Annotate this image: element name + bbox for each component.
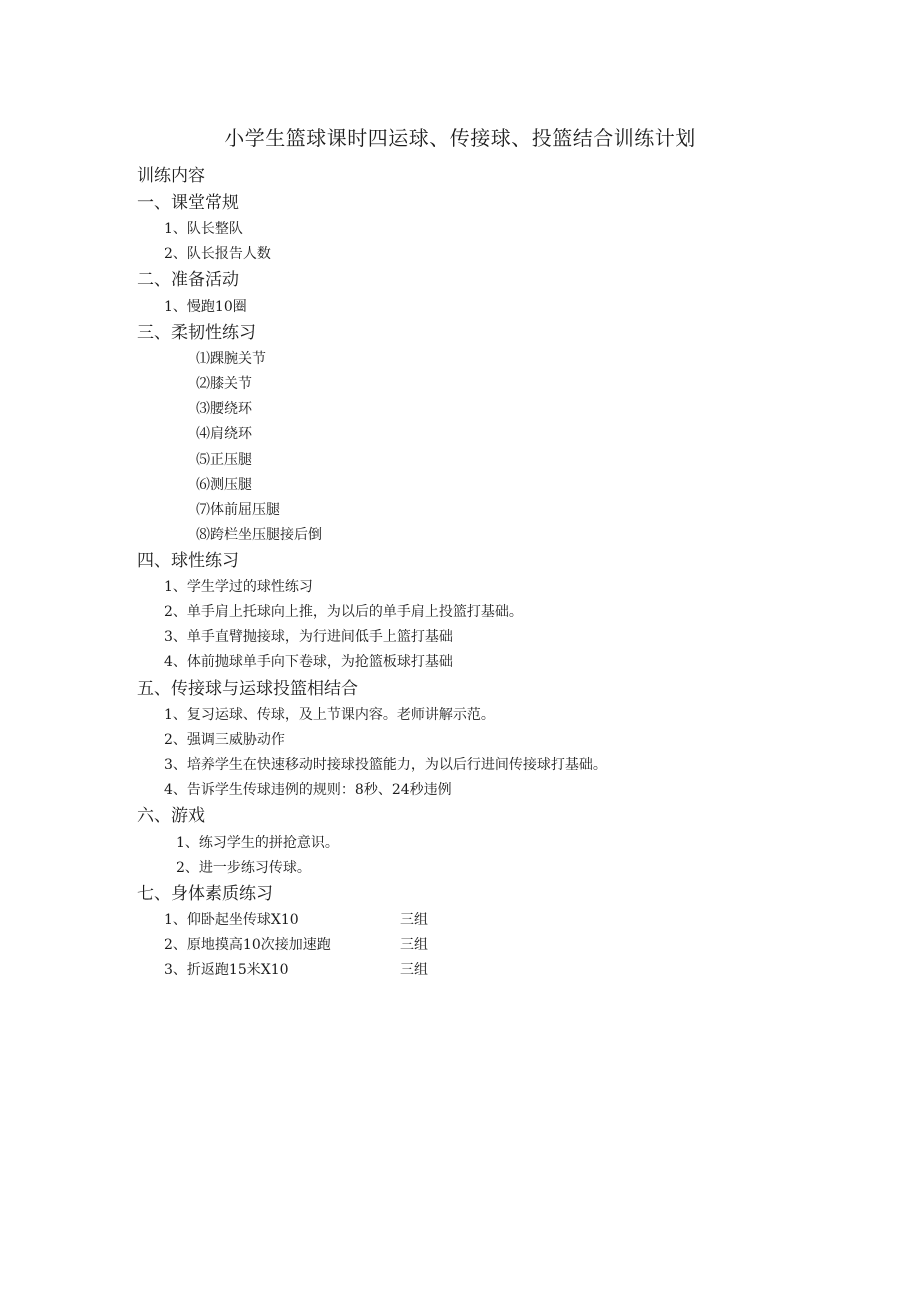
section-heading-7: 七、身体素质练习 [137,884,273,904]
list-item: ⑹测压腿 [196,477,252,493]
list-item: 3、单手直臂抛接球，为行进间低手上篮打基础 [164,629,453,645]
sets-label: 三组 [400,912,428,928]
list-item: 1、队长整队 [164,221,243,237]
list-item: 2、原地摸高10次接加速跑 [164,937,331,953]
section-heading-2: 二、准备活动 [137,270,239,290]
list-item: ⑴踝腕关节 [196,351,266,367]
list-item: 3、折返跑15米X10 [164,962,289,978]
list-item: 2、进一步练习传球。 [176,860,311,876]
list-item: 3、培养学生在快速移动时接球投篮能力，为以后行进间传接球打基础。 [164,757,607,773]
list-item: ⑶腰绕环 [196,401,252,417]
list-item: ⑷肩绕环 [196,426,252,442]
sets-label: 三组 [400,937,428,953]
list-item: 1、学生学过的球性练习 [164,579,313,595]
document-title: 小学生篮球课时四运球、传接球、投篮结合训练计划 [224,126,696,150]
list-item: 1、复习运球、传球，及上节课内容。老师讲解示范。 [164,707,495,723]
sets-label: 三组 [400,962,428,978]
section-heading-6: 六、游戏 [137,806,205,826]
list-item: ⑸正压腿 [196,452,252,468]
list-item: ⑻跨栏坐压腿接后倒 [196,527,322,543]
section-heading-4: 四、球性练习 [137,551,239,571]
list-item: ⑵膝关节 [196,376,252,392]
intro-heading: 训练内容 [137,166,205,186]
list-item: ⑺体前屈压腿 [196,502,280,518]
section-heading-3: 三、柔韧性练习 [137,323,256,343]
section-heading-1: 一、课堂常规 [137,193,239,213]
list-item: 4、告诉学生传球违例的规则：8秒、24秒违例 [164,782,452,798]
list-item: 2、单手肩上托球向上推，为以后的单手肩上投篮打基础。 [164,604,523,620]
list-item: 1、仰卧起坐传球X10 [164,912,299,928]
list-item: 1、慢跑10圈 [164,299,247,315]
list-item: 1、练习学生的拼抢意识。 [176,835,339,851]
section-heading-5: 五、传接球与运球投篮相结合 [137,679,358,699]
list-item: 4、体前抛球单手向下卷球，为抢篮板球打基础 [164,654,453,670]
list-item: 2、强调三威胁动作 [164,732,285,748]
list-item: 2、队长报告人数 [164,246,271,262]
